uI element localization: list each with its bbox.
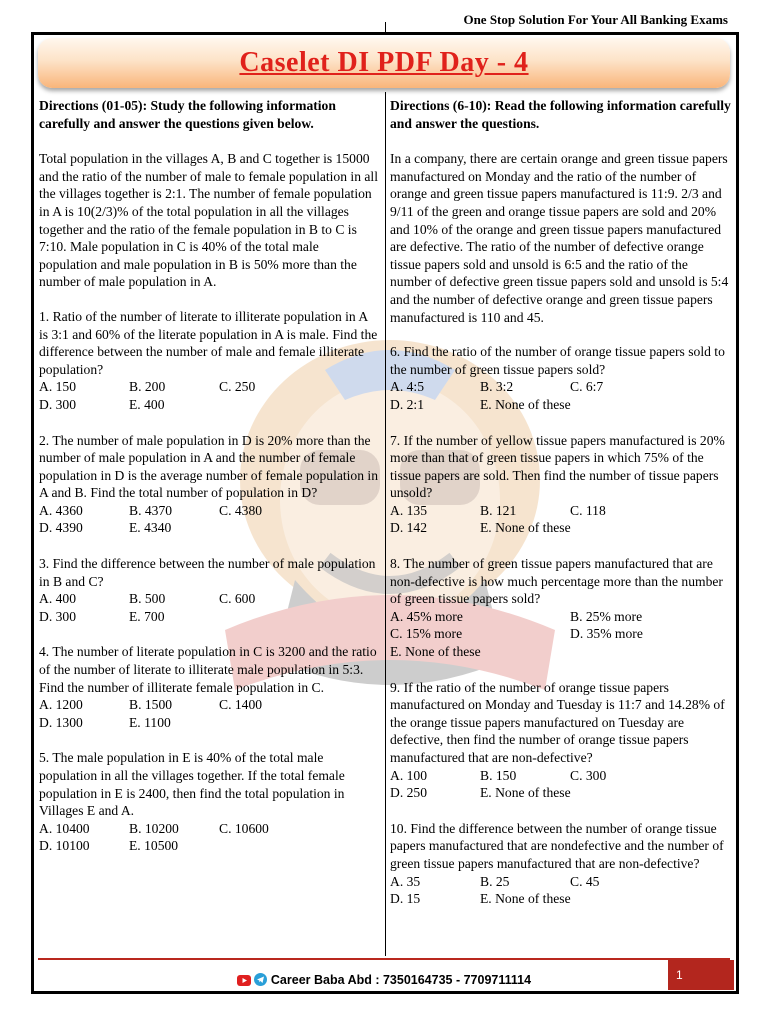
option[interactable]: B. 150 xyxy=(480,767,517,783)
option[interactable]: C. 6:7 xyxy=(570,379,604,395)
question-text: 7. If the number of yellow tissue papers manufactured is 20% more than that of green tissue papers in which 75% of the tissue papers are sold. Then find the number of tissue papers unsold? xyxy=(390,432,725,501)
option[interactable]: C. 10600 xyxy=(219,820,269,836)
option[interactable]: B. 121 xyxy=(480,502,517,518)
option[interactable]: D. 10100 xyxy=(39,838,90,854)
option[interactable]: B. 25% more xyxy=(570,608,643,624)
option[interactable]: E. 1100 xyxy=(129,714,171,730)
header-tagline: One Stop Solution For Your All Banking Exams xyxy=(463,12,728,27)
option[interactable]: E. 10500 xyxy=(129,838,179,854)
option[interactable]: A. 45% more xyxy=(390,608,463,624)
option[interactable]: D. 4390 xyxy=(39,520,83,536)
option[interactable]: D. 250 xyxy=(390,785,428,801)
option[interactable]: A. 35 xyxy=(390,873,421,889)
youtube-icon xyxy=(237,975,251,986)
option[interactable]: A. 100 xyxy=(390,767,428,783)
question-text: 6. Find the ratio of the number of orange tissue papers sold to the number of green tissue papers sold? xyxy=(390,344,725,377)
option[interactable]: D. 35% more xyxy=(570,626,643,642)
question-3 xyxy=(39,555,379,625)
question-text: 5. The male population in E is 40% of the total male population in all the villages together. If the total female population in E is 2400, then find the total population in Villages E and A. xyxy=(39,750,345,819)
option[interactable]: A. 400 xyxy=(39,591,77,607)
question-text: 8. The number of green tissue papers manufactured that are non-defective is how much percentage more than the number of green tissue papers sold? xyxy=(390,556,723,607)
option[interactable]: D. 1300 xyxy=(39,714,83,730)
option[interactable]: D. 2:1 xyxy=(390,396,424,412)
footer-contact xyxy=(0,973,768,987)
question-text: 10. Find the difference between the number of orange tissue papers manufactured that are nondefective and the number of green tissue papers manufactured that are non-defective? xyxy=(390,820,724,871)
question-text: 1. Ratio of the number of literate to illiterate population in A is 3:1 and 60% of the literate population in A is male. Find the difference between the number of male and female illiterate population? xyxy=(39,308,378,377)
option[interactable]: A. 150 xyxy=(39,379,77,395)
question-5 xyxy=(39,749,379,855)
option[interactable]: C. 15% more xyxy=(390,626,463,642)
question-10 xyxy=(390,820,732,908)
telegram-icon xyxy=(254,973,267,986)
question-text: 2. The number of male population in D is 20% more than the number of male population in A and the number of female population in D is the average number of female population in A and B. Find the total number of population in D? xyxy=(39,432,378,501)
left-passage: Total population in the villages A, B and C together is 15000 and the ratio of the number of male to female population in all the villages together is 2:1. The number of female population in A is 10(2/3)% of the total population in all the villages together and the ratio of the female population in B to C is 7:10. Male population in C is 40% of the total male population and male population in B is 50% more than the number of male population in A. xyxy=(39,151,378,290)
option[interactable]: C. 250 xyxy=(219,379,256,395)
option[interactable]: D. 300 xyxy=(39,396,77,412)
option[interactable]: C. 600 xyxy=(219,591,256,607)
page-title: Caselet DI PDF Day - 4 xyxy=(239,47,529,78)
question-7 xyxy=(390,432,732,538)
option[interactable]: D. 300 xyxy=(39,608,77,624)
option[interactable]: D. 142 xyxy=(390,520,428,536)
option[interactable]: E. None of these xyxy=(480,785,571,801)
right-passage: In a company, there are certain orange and green tissue papers manufactured on Monday and the ratio of the number of orange and green tissue papers manufactured is 11:9. 2/3 and 9/11 of the green and orange tissue papers are sold and 20% and 10% of the orange and green tissue papers manufactured are defective. The ratio of the number of defective orange tissue papers sold and unsold is 6:5 and the ratio of the number of defective green tissue papers sold and unsold is 5:4 and the number of defective orange and green tissue papers manufactured is 110 and 45. xyxy=(390,151,729,325)
question-6 xyxy=(390,343,732,413)
option[interactable]: C. 45 xyxy=(570,873,600,889)
option[interactable]: D. 15 xyxy=(390,891,421,907)
option[interactable]: E. None of these xyxy=(390,644,481,660)
header-divider-tick xyxy=(385,22,386,32)
question-4 xyxy=(39,643,379,731)
option[interactable]: C. 300 xyxy=(570,767,607,783)
question-1 xyxy=(39,308,379,414)
question-2 xyxy=(39,432,379,538)
option[interactable]: C. 4380 xyxy=(219,502,263,518)
question-text: 4. The number of literate population in C is 3200 and the ratio of the number of literate to illiterate male population in 5:3. Find the number of illiterate female population in C. xyxy=(39,644,377,695)
option[interactable]: E. 700 xyxy=(129,608,165,624)
left-directions: Directions (01-05): Study the following information carefully and answer the questions given below. xyxy=(39,98,336,131)
option[interactable]: E. None of these xyxy=(480,520,571,536)
right-column xyxy=(390,97,732,926)
page-number: 1 xyxy=(668,960,734,990)
option[interactable]: B. 25 xyxy=(480,873,510,889)
question-text: 9. If the ratio of the number of orange tissue papers manufactured on Monday and Tuesday is 11:7 and 14.28% of the orange tissue papers manufactured on Tuesday are defective, then find the number of orange tissue papers manufactured that are non-defective? xyxy=(390,679,725,765)
option[interactable]: A. 135 xyxy=(390,502,428,518)
option[interactable]: A. 4360 xyxy=(39,502,83,518)
option[interactable]: A. 4:5 xyxy=(390,379,424,395)
title-banner xyxy=(38,38,730,88)
column-divider xyxy=(385,92,386,956)
option[interactable]: E. 400 xyxy=(129,396,165,412)
right-directions: Directions (6-10): Read the following information carefully and answer the questions. xyxy=(390,98,731,131)
left-column xyxy=(39,97,379,873)
option[interactable]: A. 10400 xyxy=(39,820,90,836)
option[interactable]: E. None of these xyxy=(480,891,571,907)
footer-contact-text: Career Baba Abd : 7350164735 - 7709711114 xyxy=(270,973,532,987)
question-text: 3. Find the difference between the number of male population in B and C? xyxy=(39,556,376,589)
option[interactable]: E. None of these xyxy=(480,396,571,412)
option[interactable]: B. 4370 xyxy=(129,502,173,518)
question-9 xyxy=(390,679,732,802)
option[interactable]: B. 200 xyxy=(129,379,166,395)
option[interactable]: B. 3:2 xyxy=(480,379,514,395)
option[interactable]: B. 10200 xyxy=(129,820,179,836)
option[interactable]: E. 4340 xyxy=(129,520,172,536)
footer-rule xyxy=(38,958,730,960)
option[interactable]: C. 1400 xyxy=(219,697,263,713)
question-8 xyxy=(390,555,732,661)
option[interactable]: A. 1200 xyxy=(39,697,83,713)
option[interactable]: B. 500 xyxy=(129,591,166,607)
option[interactable]: C. 118 xyxy=(570,502,606,518)
option[interactable]: B. 1500 xyxy=(129,697,173,713)
